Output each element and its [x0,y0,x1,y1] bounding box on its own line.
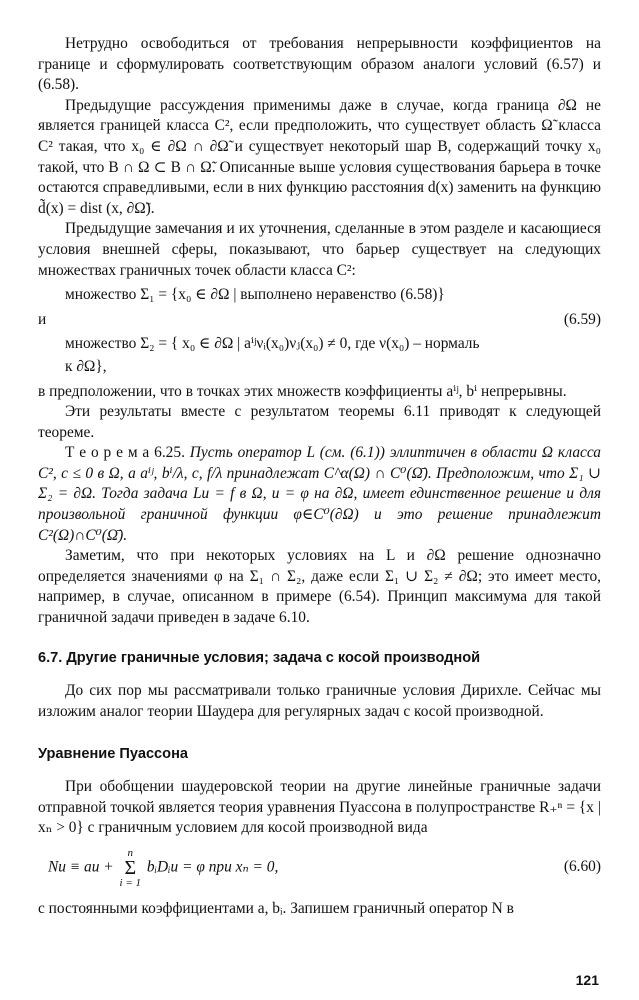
paragraph-results: Эти результаты вместе с результатом теоремы 6.11 приводят к следующей теореме. [38,403,601,441]
equation-6-60-lhs: Nu ≡ au + [48,858,114,876]
paragraph-boundary-regularity: Предыдущие рассуждения применимы даже в случае, когда граница ∂Ω не является границей класса C², если предположить, что существует область Ω̃ класса C² такая, что x₀ ∈ ∂Ω ∩ ∂Ω̃ и существует некоторый шар B, содержащий точку x₀ такой, что B ∩ Ω ⊂ B ∩ Ω̃. Описанные выше условия существования барьера в точке остаются справедливыми, если в них функцию расстояния d(x) заменить на функцию d̃(x) = dist (x, ∂Ω̃). [38,96,601,217]
paragraph-dirichlet: До сих пор мы рассматривали только граничные условия Дирихле. Сейчас мы изложим аналог теории Шаудера для регулярных задач с косой производной. [38,682,601,720]
summation-lower-limit: i = 1 [119,876,142,889]
theorem-label: Т е о р е м а 6.25. [65,444,185,462]
equation-number-6-60: (6.60) [563,858,601,876]
theorem-6-25 [38,443,601,546]
equation-6-60 [38,847,601,889]
set-sigma-2-line-1: множество Σ₂ = { x₀ ∈ ∂Ω | aⁱʲνᵢ(x₀)νⱼ(x₀) ≠ 0, где ν(x₀) – нормаль [65,335,480,353]
theorem-text: Пусть оператор L (см. (6.1)) эллиптичен в области Ω класса C², c ≤ 0 в Ω, а aⁱʲ, bⁱ/λ, c, f/λ принадлежат C^α(Ω) ∩ C⁰(Ω̄). Предположим, что Σ₁ ∪ Σ₂ = ∂Ω. Тогда задача Lu = f в Ω, u = φ на ∂Ω, имеет единственное решение и для произвольной граничной функции φ∈C⁰(∂Ω) и это решение принадлежит C²(Ω)∩C⁰(Ω̄). [38,444,601,544]
equation-number-6-59: (6.59) [563,310,601,328]
paragraph-intro: Нетрудно освободиться от требования непрерывности коэффициентов на границе и сформулировать соответствующим образом аналоги условий (6.57) и (6.58). [38,35,601,94]
equation-6-60-body [38,847,278,889]
page-number: 121 [575,972,599,988]
paragraph-uniqueness: Заметим, что при некоторых условиях на L и ∂Ω решение однозначно определяется значениями φ на Σ₁ ∩ Σ₂, даже если Σ₁ ∪ Σ₂ ≠ ∂Ω; это имеет место, например, в случае, описанном в примере (6.54). Принцип максимума для такой граничной задачи приведен в задаче 6.10. [38,547,601,627]
summation-operator [120,847,141,889]
section-title: 6.7. Другие граничные условия; задача с косой производной [38,649,481,666]
page-body [38,34,601,919]
equation-6-59-row [38,310,601,331]
paragraph-continuity: в предположении, что в точках этих множеств коэффициенты aⁱʲ, bⁱ непрерывны. [38,382,567,400]
equation-6-60-rhs: bᵢDᵢu = φ при xₙ = 0, [146,858,279,876]
set-sigma-2-line-2: к ∂Ω}, [65,357,107,375]
paragraph-poisson: При обобщении шаудеровской теории на другие линейные граничные задачи отправной точкой является теория уравнения Пуассона в полупространстве R₊ⁿ = {x | xₙ > 0} с граничным условием для косой производной вида [38,778,601,837]
summation-upper-limit: n [127,846,134,859]
paragraph-barrier-sets: Предыдущие замечания и их уточнения, сделанные в этом разделе и касающиеся условия внешней сферы, показывают, что барьер существует на следующих множествах граничных точек области класса C²: [38,220,601,279]
paragraph-constant-coefficients: с постоянными коэффициентами a, bᵢ. Запишем граничный оператор N в [38,899,514,917]
conjunction-and: и [38,310,47,328]
subsection-title: Уравнение Пуассона [38,746,189,763]
set-sigma-1: множество Σ₁ = {x₀ ∈ ∂Ω | выполнено неравенство (6.58)} [65,286,445,304]
summation-sigma: Σ [124,856,137,879]
